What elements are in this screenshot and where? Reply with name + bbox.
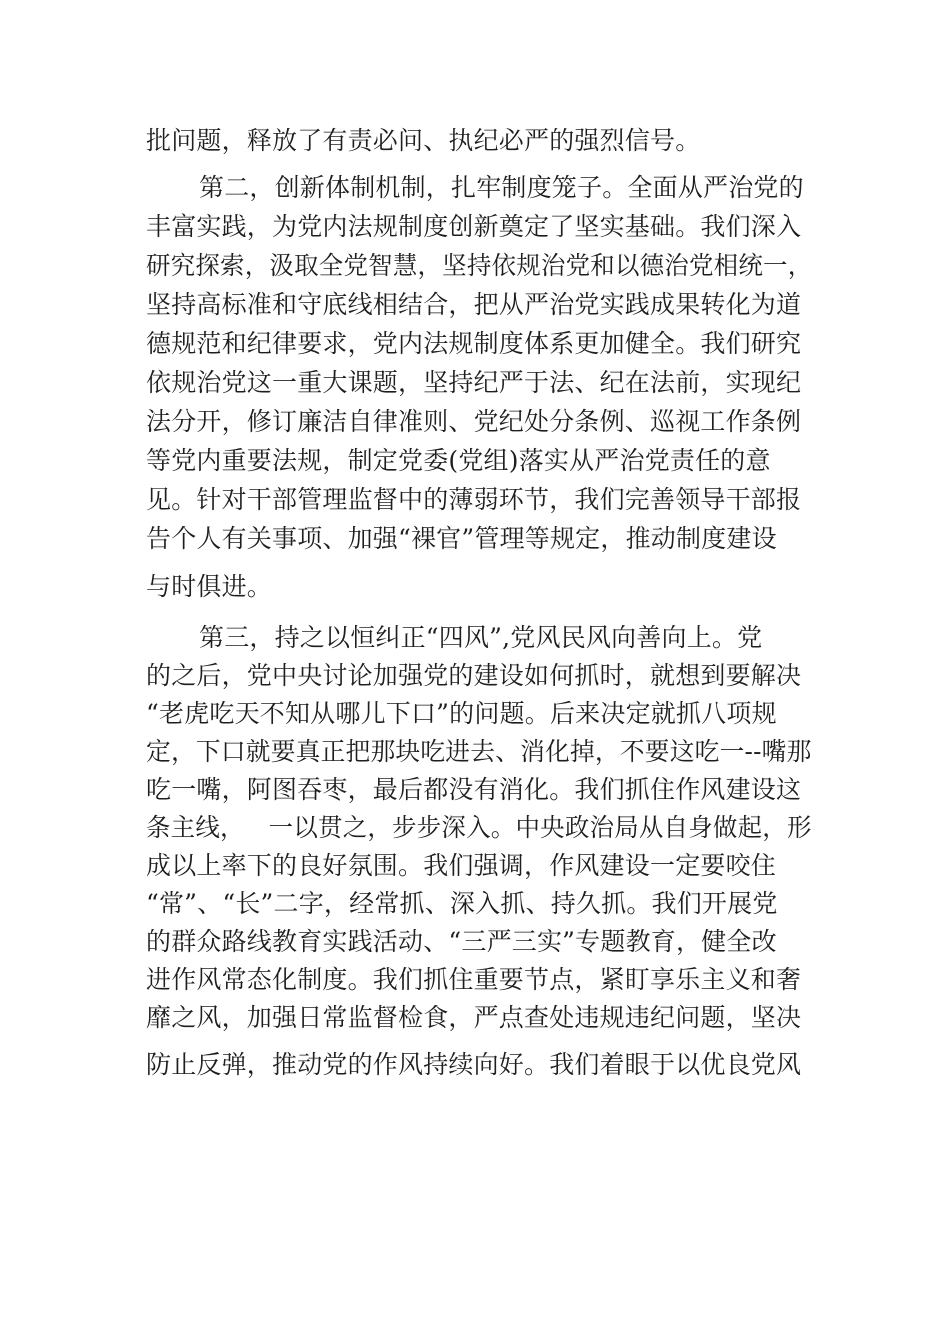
text-line: 定，下口就要真正把那块吃进去、消化掉，不要这吃一--嘴那 — [146, 737, 812, 766]
text-line: “常”、“长”二字，经常抓、深入抓、持久抓。我们开展党 — [146, 889, 778, 918]
text-line: 条主线， 一以贯之，步步深入。中央政治局从自身做起，形 — [146, 813, 812, 842]
text-line: 吃一嘴，阿图吞枣，最后都没有消化。我们抓住作风建设这 — [146, 775, 802, 804]
text-line: 坚持高标准和守底线相结合，把从严治党实践成果转化为道 — [146, 290, 802, 319]
paragraph-start-line: 第三，持之以恒纠正“四风”,党风民风向善向上。党 — [199, 623, 763, 652]
text-line: “老虎吃天不知从哪儿下口”的问题。后来决定就抓八项规 — [146, 699, 777, 728]
text-line: 与时俱进。 — [146, 572, 273, 601]
text-line: 的群众路线教育实践活动、“三严三实”专题教育，健全改 — [146, 927, 777, 956]
text-line: 靡之风，加强日常监督检食，严点查处违规违纪问题，坚决 — [146, 1003, 802, 1032]
text-line: 防止反弹，推动党的作风持续向好。我们着眼于以优良党风 — [146, 1050, 802, 1079]
text-line: 成以上率下的良好氛围。我们强调，作风建设一定要咬住 — [146, 851, 777, 880]
text-line: 批问题，释放了有责必问、执纪必严的强烈信号。 — [146, 126, 701, 155]
text-line: 丰富实践，为党内法规制度创新奠定了坚实基础。我们深入 — [146, 212, 802, 241]
text-line: 研究探索，汲取全党智慧，坚持依规治党和以德治党相统一， — [146, 251, 813, 280]
text-line: 的之后，党中央讨论加强党的建设如何抓时，就想到要解决 — [146, 661, 802, 690]
text-line: 德规范和纪律要求，党内法规制度体系更加健全。我们研究 — [146, 329, 802, 358]
text-line: 等党内重要法规，制定党委(党组)落实从严治党责任的意 — [146, 446, 771, 475]
text-line: 依规治党这一重大课题，坚持纪严于法、纪在法前，实现纪 — [146, 368, 802, 397]
text-line: 告个人有关事项、加强“裸官”管理等规定，推动制度建设 — [146, 524, 777, 553]
paragraph-start-line: 第二，创新体制机制，扎牢制度笼子。全面从严治党的 — [199, 173, 804, 202]
text-line: 法分开，修订廉洁自律准则、党纪处分条例、巡视工作条例 — [146, 407, 802, 436]
text-line: 见。针对干部管理监督中的薄弱环节，我们完善领导干部报 — [146, 485, 802, 514]
text-line: 进作风常态化制度。我们抓住重要节点，紧盯享乐主义和奢 — [146, 965, 802, 994]
